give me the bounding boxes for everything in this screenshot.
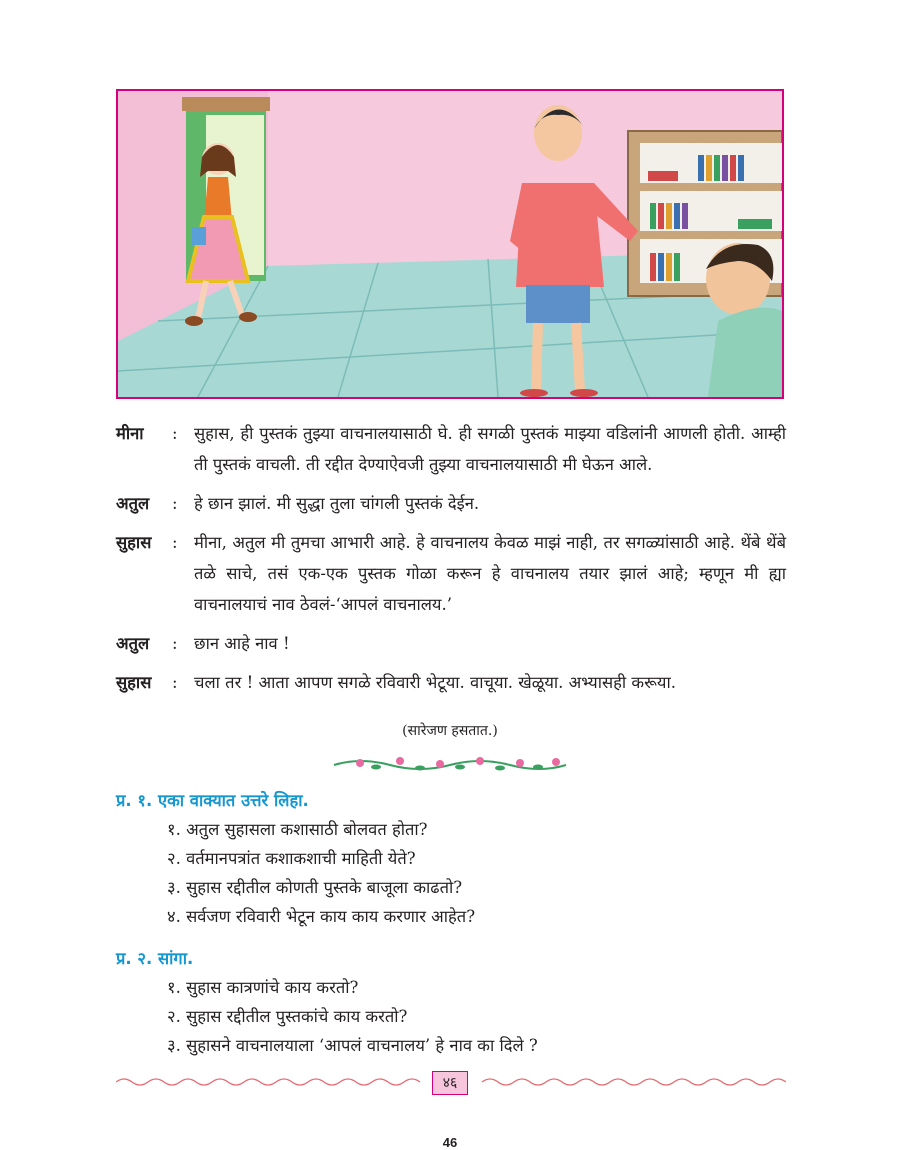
question-1-list — [167, 815, 475, 931]
dialogue-line — [116, 527, 786, 620]
question-1-heading: प्र. १. एका वाक्यात उत्तरे लिहा. — [116, 791, 309, 810]
floral-divider-icon — [330, 755, 570, 773]
stage-direction: (सारेजण हसतात.) — [402, 723, 498, 739]
dialogue-line — [116, 418, 786, 480]
list-item: २. सुहास रद्दीतील पुस्तकांचे काय करतो? — [167, 1007, 408, 1026]
speaker-colon: : — [172, 424, 178, 443]
list-item: २. वर्तमानपत्रांत कशाकशाची माहिती येते? — [167, 849, 416, 868]
speaker-name: सुहास — [116, 673, 152, 692]
library-scene — [118, 91, 782, 397]
dialogue-text: सुहास, ही पुस्तकं तुझ्या वाचनालयासाठी घे. ही सगळी पुस्तकं माझ्या वडिलांनी आणली होती. आम्ही ती पुस्तकं वाचली. ती रद्दीत देण्याऐवजी तुझ्या वाचनालयासाठी मी घेऊन आले. — [194, 424, 786, 474]
speaker-name: अतुल — [116, 494, 150, 513]
list-item: ३. सुहास रद्दीतील कोणती पुस्तके बाजूला काढतो? — [167, 878, 463, 897]
dialogue-line — [116, 667, 786, 698]
library-illustration — [116, 89, 784, 399]
dialogue-line — [116, 628, 786, 659]
list-item: ३. सुहासने वाचनालयाला ‘आपलं वाचनालय’ हे नाव का दिले ? — [167, 1036, 538, 1055]
question-2-list — [167, 973, 538, 1060]
speaker-name: अतुल — [116, 634, 150, 653]
speaker-colon: : — [172, 533, 178, 552]
dialogue-text: हे छान झालं. मी सुद्धा तुला चांगली पुस्तकं देईन. — [194, 494, 480, 513]
question-2-heading: प्र. २. सांगा. — [116, 949, 194, 968]
speaker-name: सुहास — [116, 533, 152, 552]
dialogue-section — [116, 418, 786, 706]
list-item: ४. सर्वजण रविवारी भेटून काय काय करणार आहेत? — [167, 907, 476, 926]
dialogue-text: मीना, अतुल मी तुमचा आभारी आहे. हे वाचनालय केवळ माझं नाही, तर सगळ्यांसाठी आहे. थेंबे थेंबे तळे साचे, तसं एक-एक पुस्तक गोळा करून हे वाचनालय तयार झालं आहे; म्हणून मी ह्या वाचनालयाचं नाव ठेवलं-‘आपलं वाचनालय.’ — [194, 533, 786, 614]
dialogue-text: छान आहे नाव ! — [194, 634, 290, 653]
list-item: १. अतुल सुहासला कशासाठी बोलवत होता? — [167, 820, 428, 839]
dialogue-line — [116, 488, 786, 519]
devanagari-page-number: ४६ — [432, 1071, 468, 1095]
list-item: १. सुहास कात्रणांचे काय करतो? — [167, 978, 359, 997]
speaker-colon: : — [172, 673, 178, 692]
speaker-name: मीना — [116, 424, 144, 443]
speaker-colon: : — [172, 494, 178, 513]
speaker-colon: : — [172, 634, 178, 653]
page-number: 46 — [442, 1135, 458, 1150]
dialogue-text: चला तर ! आता आपण सगळे रविवारी भेटूया. वाचूया. खेळूया. अभ्यासही करूया. — [194, 673, 676, 692]
